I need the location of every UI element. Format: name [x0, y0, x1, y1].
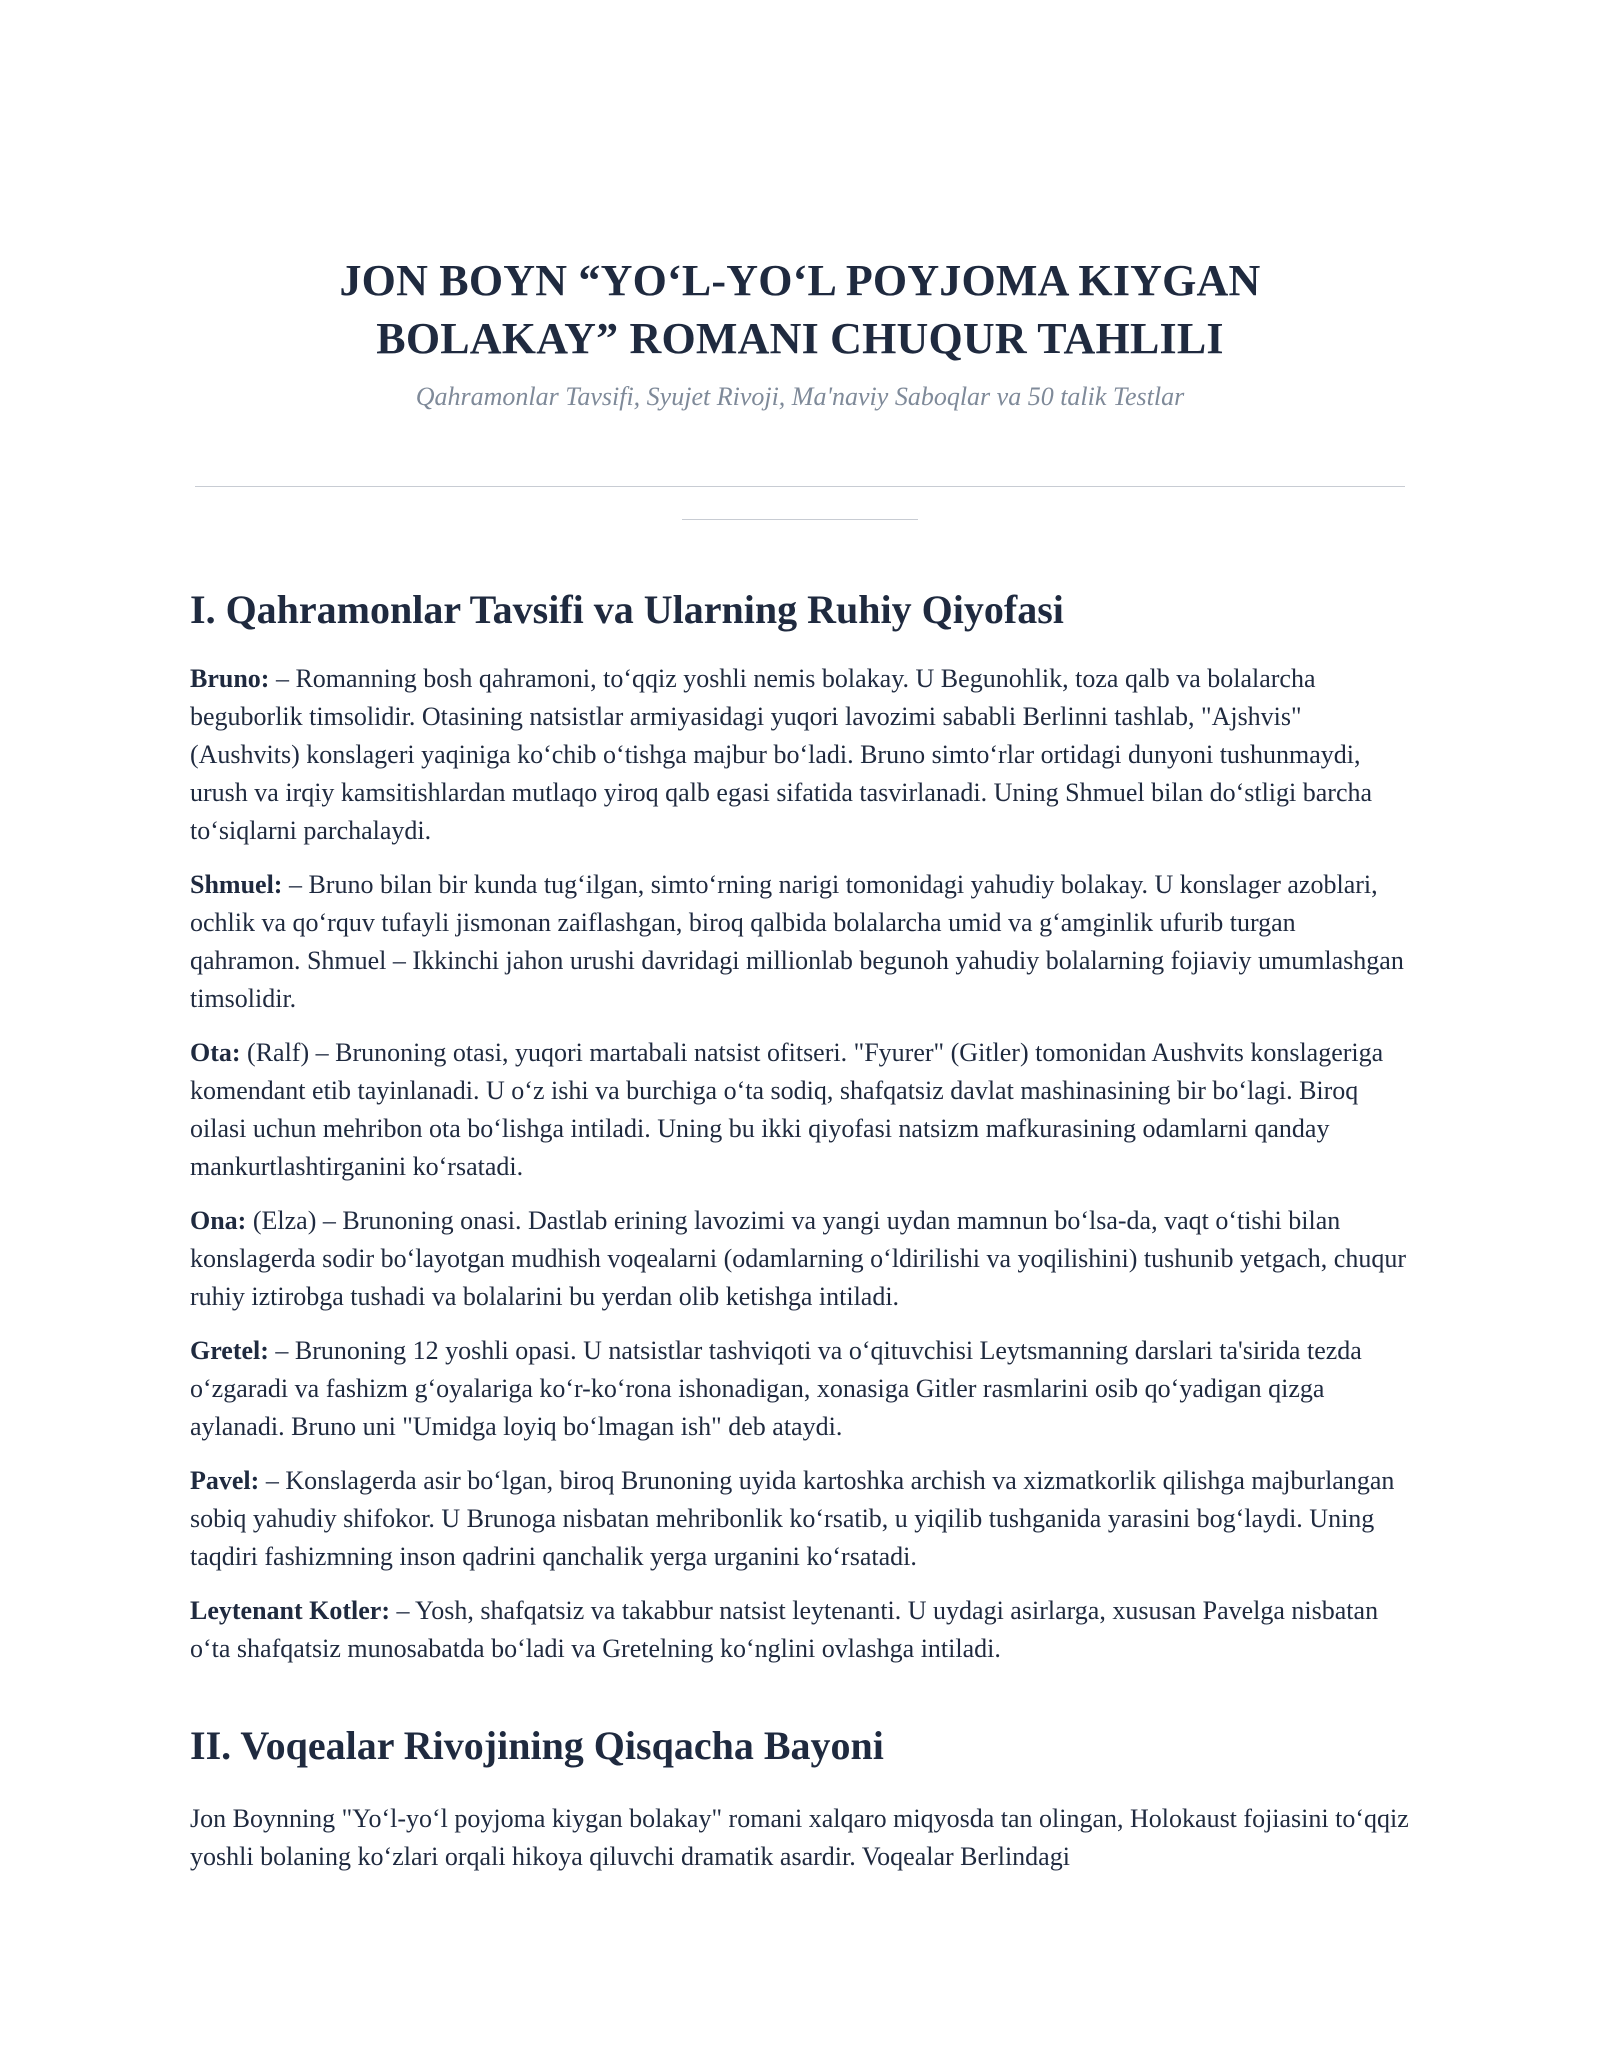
character-entry-ona [190, 1202, 1410, 1316]
character-description: (Ralf) – Brunoning otasi, yuqori martabali natsist ofitseri. "Fyurer" (Gitler) tomonidan Aushvits konslageriga komendant etib tayinlanadi. U o‘z ishi va burchiga o‘ta sodiq, shafqatsiz davlat mashinasining bir bo‘lagi. Biroq oilasi uchun mehribon ota bo‘lishga intiladi. Uning bu ikki qiyofasi natsizm mafkurasining odamlarni qanday mankurtlashtirganini ko‘rsatadi. [190, 1038, 1384, 1181]
character-entry-shmuel [190, 866, 1410, 1018]
character-description: – Brunoning 12 yoshli opasi. U natsistlar tashviqoti va o‘qituvchisi Leytsmanning darslari ta'sirida tezda o‘zgaradi va fashizm g‘oyalariga ko‘r-ko‘rona ishonadigan, xonasiga Gitler rasmlarini osib qo‘yadigan qizga aylanadi. Bruno uni "Umidga loyiq bo‘lmagan ish" deb ataydi. [190, 1336, 1362, 1441]
character-description: – Yosh, shafqatsiz va takabbur natsist leytenanti. U uydagi asirlarga, xususan Pavelga nisbatan o‘ta shafqatsiz munosabatda bo‘ladi va Gretelning ko‘nglini ovlashga intiladi. [190, 1596, 1379, 1663]
character-entry-gretel [190, 1332, 1410, 1446]
character-list [190, 660, 1410, 1668]
character-name: Ona: [190, 1206, 247, 1235]
document-page [190, 0, 1410, 1876]
character-name: Ota: [190, 1038, 241, 1067]
title-line-1: JON BOYN “YO‘L-YO‘L POYJOMA KIYGAN [339, 256, 1261, 305]
character-entry-ota [190, 1034, 1410, 1186]
character-description: – Romanning bosh qahramoni, to‘qqiz yoshli nemis bolakay. U Begunohlik, toza qalb va bolalarcha beguborlik timsolidir. Otasining natsistlar armiyasidagi yuqori lavozimi sababli Berlinni tashlab, "Ajshvis" (Aushvits) konslageri yaqiniga ko‘chib o‘tishga majbur bo‘ladi. Bruno simto‘rlar ortidagi dunyoni tushunmaydi, urush va irqiy kamsitishlardan mutlaqo yiroq qalb egasi sifatida tasvirlanadi. Uning Shmuel bilan do‘stligi barcha to‘siqlarni parchalaydi. [190, 664, 1373, 845]
character-name: Shmuel: [190, 870, 283, 899]
character-name: Pavel: [190, 1466, 260, 1495]
character-name: Leytenant Kotler: [190, 1596, 391, 1625]
section-2-heading: II. Voqealar Rivojining Qisqacha Bayoni [190, 1723, 884, 1768]
character-name: Gretel: [190, 1336, 269, 1365]
character-entry-pavel [190, 1462, 1410, 1576]
page-subtitle: Qahramonlar Tavsifi, Syujet Rivoji, Ma'naviy Saboqlar va 50 talik Testlar [415, 382, 1185, 411]
character-description: (Elza) – Brunoning onasi. Dastlab erining lavozimi va yangi uydan mamnun bo‘lsa-da, vaqt o‘tishi bilan konslagerda sodir bo‘layotgan mudhish voqealarni (odamlarning o‘ldirilishi va yoqilishini) tushunib yetgach, chuqur ruhiy iztirobga tushadi va bolalarini bu yerdan olib ketishga intiladi. [190, 1206, 1406, 1311]
page-title [190, 252, 1410, 368]
character-entry-bruno [190, 660, 1410, 850]
character-entry-kotler [190, 1592, 1410, 1668]
character-description: – Bruno bilan bir kunda tug‘ilgan, simto‘rning narigi tomonidagi yahudiy bolakay. U konslager azoblari, ochlik va qo‘rquv tufayli jismonan zaiflashgan, biroq qalbida bolalarcha umid va g‘amginlik ufurib turgan qahramon. Shmuel – Ikkinchi jahon urushi davridagi millionlab begunoh yahudiy bolalarning fojiaviy umumlashgan timsolidir. [190, 870, 1404, 1013]
section-1-heading: I. Qahramonlar Tavsifi va Ularning Ruhiy Qiyofasi [190, 587, 1064, 632]
character-description: – Konslagerda asir bo‘lgan, biroq Brunoning uyida kartoshka archish va xizmatkorlik qilishga majburlangan sobiq yahudiy shifokor. U Brunoga nisbatan mehribonlik ko‘rsatib, u yiqilib tushganida yarasini bog‘laydi. Uning taqdiri fashizmning inson qadrini qanchalik yerga urganini ko‘rsatadi. [190, 1466, 1395, 1571]
title-line-2: BOLAKAY” ROMANI CHUQUR TAHLILI [376, 314, 1224, 363]
divider-long [195, 486, 1405, 487]
section-2-intro-paragraph: Jon Boynning "Yo‘l-yo‘l poyjoma kiygan bolakay" romani xalqaro miqyosda tan olingan, Holokaust fojiasini to‘qqiz yoshli bolaning ko‘zlari orqali hikoya qiluvchi dramatik asardir. Voqealar Berlindagi [190, 1804, 1409, 1871]
character-name: Bruno: [190, 664, 270, 693]
divider-short [682, 519, 918, 520]
